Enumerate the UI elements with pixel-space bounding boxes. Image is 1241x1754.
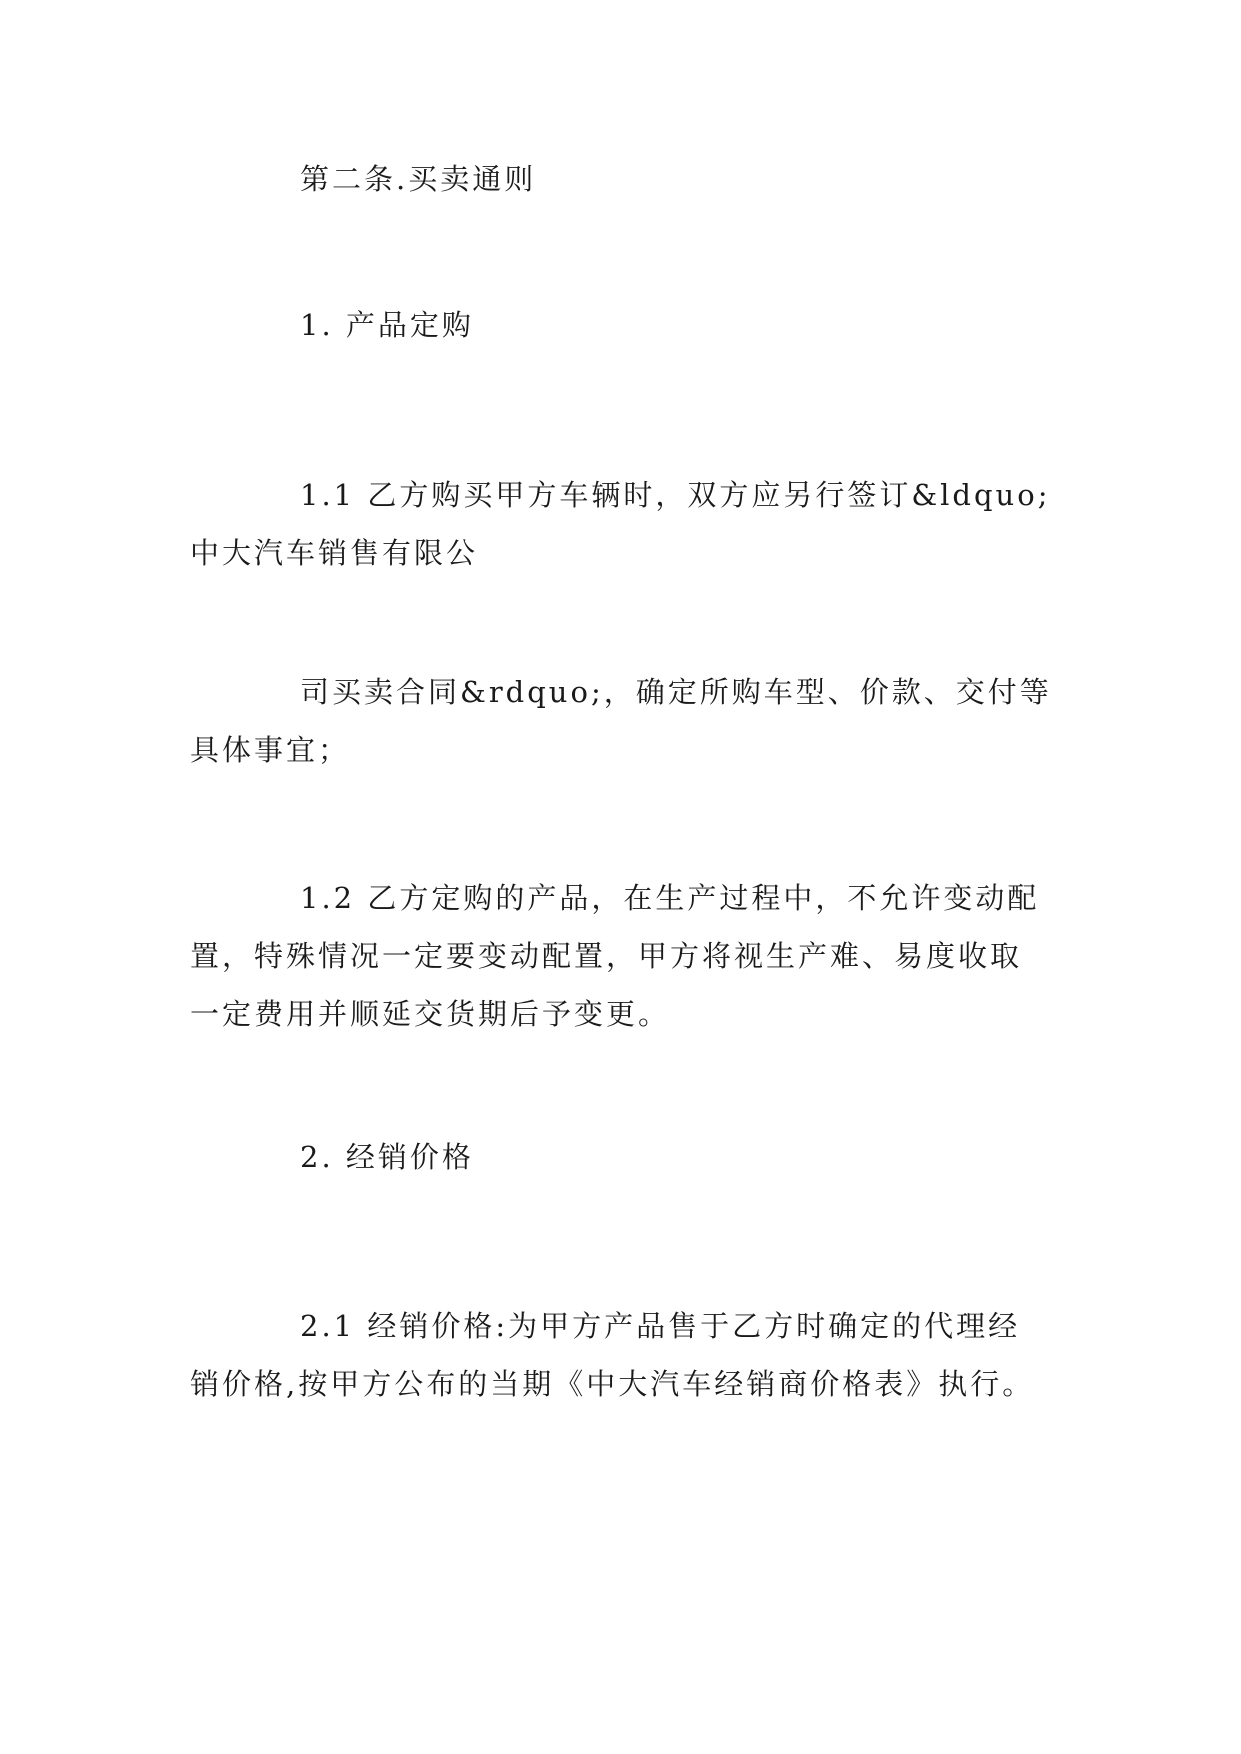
clause-line: 司买卖合同&rdquo;，确定所购车型、价款、交付等	[300, 675, 1052, 709]
clause-1-2	[190, 869, 1060, 1043]
clause-2-1	[190, 1297, 1060, 1413]
clause-line: 一定费用并顺延交货期后予变更。	[190, 997, 671, 1031]
clause-1-1-part1	[190, 466, 1060, 582]
clause-line: 1.2 乙方定购的产品，在生产过程中，不允许变动配	[300, 881, 1040, 915]
section-1-heading	[190, 296, 1060, 354]
clause-line: 1.1 乙方购买甲方车辆时，双方应另行签订&ldquo;	[300, 478, 1051, 512]
clause-line: 中大汽车销售有限公	[190, 536, 479, 570]
section-2-heading	[190, 1128, 1060, 1186]
article-heading	[190, 150, 1060, 208]
clause-line: 销价格,按甲方公布的当期《中大汽车经销商价格表》执行。	[190, 1367, 1035, 1401]
clause-line: 置，特殊情况一定要变动配置，甲方将视生产难、易度收取	[190, 939, 1023, 973]
clause-line: 具体事宜；	[190, 733, 351, 767]
clause-1-1-part2	[190, 663, 1060, 779]
section-1-heading-text: 1. 产品定购	[300, 308, 474, 342]
section-2-heading-text: 2. 经销价格	[300, 1140, 474, 1174]
article-heading-text: 第二条.买卖通则	[300, 162, 537, 196]
clause-line: 2.1 经销价格:为甲方产品售于乙方时确定的代理经	[300, 1309, 1021, 1343]
